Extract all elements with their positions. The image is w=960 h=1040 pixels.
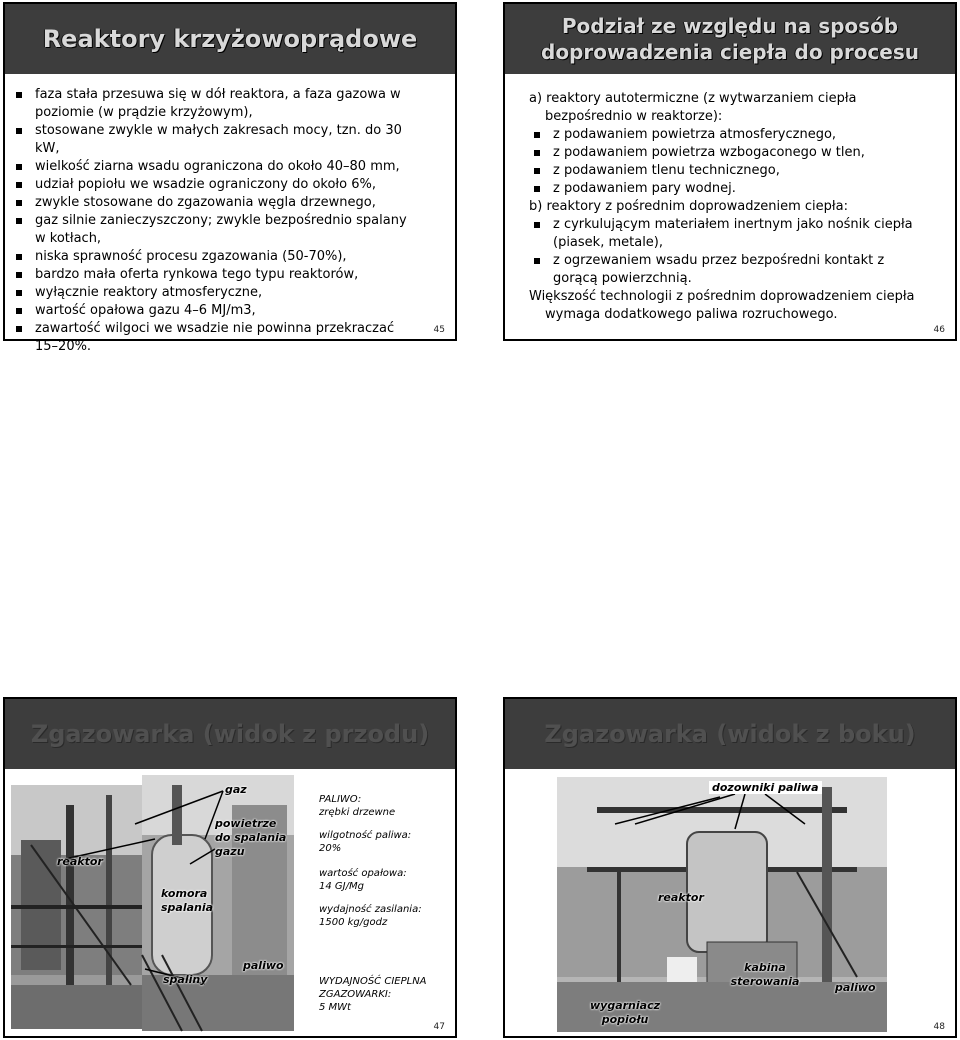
label-dozowniki: dozowniki paliwa xyxy=(709,781,822,794)
annotation-arrows xyxy=(505,769,959,1039)
list-item: z ogrzewaniem wsadu przez bezpośredni kontakt z gorącą powierzchnią. xyxy=(529,252,919,288)
slide-title: Zgazowarka (widok z przodu) xyxy=(30,720,430,748)
thermal-output-value: 5 MWt xyxy=(319,1002,351,1013)
list-item: z podawaniem pary wodnej. xyxy=(529,180,949,198)
slide-45 xyxy=(3,2,457,354)
slide-title: Zgazowarka (widok z boku) xyxy=(544,720,916,748)
slide-title-line-2: doprowadzenia ciepła do procesu xyxy=(541,40,919,64)
list-item: faza stała przesuwa się w dół reaktora, a faza gazowa w poziomie (w prądzie krzyżowym), xyxy=(11,86,421,122)
label-paliwo: paliwo xyxy=(835,981,876,994)
label-powietrze: powietrze do spalania gazu xyxy=(215,817,287,858)
list-item: z podawaniem powietrza wzbogaconego w tlen, xyxy=(529,144,949,162)
thermal-output-label-1: WYDAJNOŚĆ CIEPLNA xyxy=(319,976,427,987)
list-item: stosowane zwykle w małych zakresach mocy, tzn. do 30 kW, xyxy=(11,122,421,158)
label-wygarniacz: wygarniacz popiołu xyxy=(589,999,660,1026)
slide-body xyxy=(529,90,949,324)
calorific-label: wartość opałowa: xyxy=(319,868,407,879)
paragraph: wymaga dodatkowego paliwa rozruchowego. xyxy=(545,307,838,322)
bullet-list xyxy=(529,216,919,288)
slide-header xyxy=(5,4,455,74)
slide-number: 45 xyxy=(433,325,445,335)
moisture-value: 20% xyxy=(319,843,342,854)
slide-number: 47 xyxy=(433,1022,445,1032)
list-item: gaz silnie zanieczyszczony; zwykle bezpośrednio spalany w kotłach, xyxy=(11,212,421,248)
slide-number: 48 xyxy=(933,1022,945,1032)
bullet-list xyxy=(11,86,421,356)
list-item: zawartość wilgoci we wsadzie nie powinna przekraczać 15–20%. xyxy=(11,320,421,356)
slide-48 xyxy=(503,697,957,1038)
annotation-arrows xyxy=(5,769,305,1039)
slide-title-line-1: Podział ze względu na sposób xyxy=(561,14,899,38)
label-gaz: gaz xyxy=(225,783,247,796)
paragraph: b) reaktory z pośrednim doprowadzeniem ciepła: xyxy=(529,199,848,214)
list-item: wartość opałowa gazu 4–6 MJ/m3, xyxy=(11,302,421,320)
paragraph: a) reaktory autotermiczne (z wytwarzaniem ciepła xyxy=(529,91,857,106)
list-item: zwykle stosowane do zgazowania węgla drzewnego, xyxy=(11,194,421,212)
label-reaktor: reaktor xyxy=(658,891,704,904)
list-item: z podawaniem powietrza atmosferycznego, xyxy=(529,126,949,144)
fuel-label: PALIWO: xyxy=(319,794,362,805)
label-reaktor: reaktor xyxy=(57,855,103,868)
thermal-output-label-2: ZGAZOWARKI: xyxy=(319,989,392,1000)
list-item: niska sprawność procesu zgazowania (50-70%), xyxy=(11,248,421,266)
list-item: wyłącznie reaktory atmosferyczne, xyxy=(11,284,421,302)
feed-rate-label: wydajność zasilania: xyxy=(319,904,422,915)
fuel-value: zrębki drzewne xyxy=(319,807,396,818)
slide-47 xyxy=(3,697,457,1038)
slide-header xyxy=(5,699,455,769)
calorific-value: 14 GJ/Mg xyxy=(319,881,364,892)
list-item: z cyrkulującym materiałem inertnym jako nośnik ciepła (piasek, metale), xyxy=(529,216,919,252)
moisture-label: wilgotność paliwa: xyxy=(319,830,412,841)
label-paliwo: paliwo xyxy=(243,959,284,972)
list-item: z podawaniem tlenu technicznego, xyxy=(529,162,949,180)
list-item: udział popiołu we wsadzie ograniczony do około 6%, xyxy=(11,176,421,194)
list-item: wielkość ziarna wsadu ograniczona do około 40–80 mm, xyxy=(11,158,421,176)
paragraph: bezpośrednio w reaktorze): xyxy=(545,109,723,124)
slide-header xyxy=(505,4,955,74)
slide-header xyxy=(505,699,955,769)
slide-title: Reaktory krzyżowoprądowe xyxy=(42,25,418,53)
label-kabina: kabina sterowania xyxy=(730,961,800,988)
slide-number: 46 xyxy=(933,325,945,335)
label-komora: komora spalania xyxy=(161,887,214,914)
label-spaliny: spaliny xyxy=(163,973,208,986)
slide-46 xyxy=(503,2,957,341)
list-item: bardzo mała oferta rynkowa tego typu reaktorów, xyxy=(11,266,421,284)
feed-rate-value: 1500 kg/godz xyxy=(319,917,388,928)
paragraph: Większość technologii z pośrednim doprowadzeniem ciepła xyxy=(529,289,915,304)
bullet-list xyxy=(529,126,949,198)
